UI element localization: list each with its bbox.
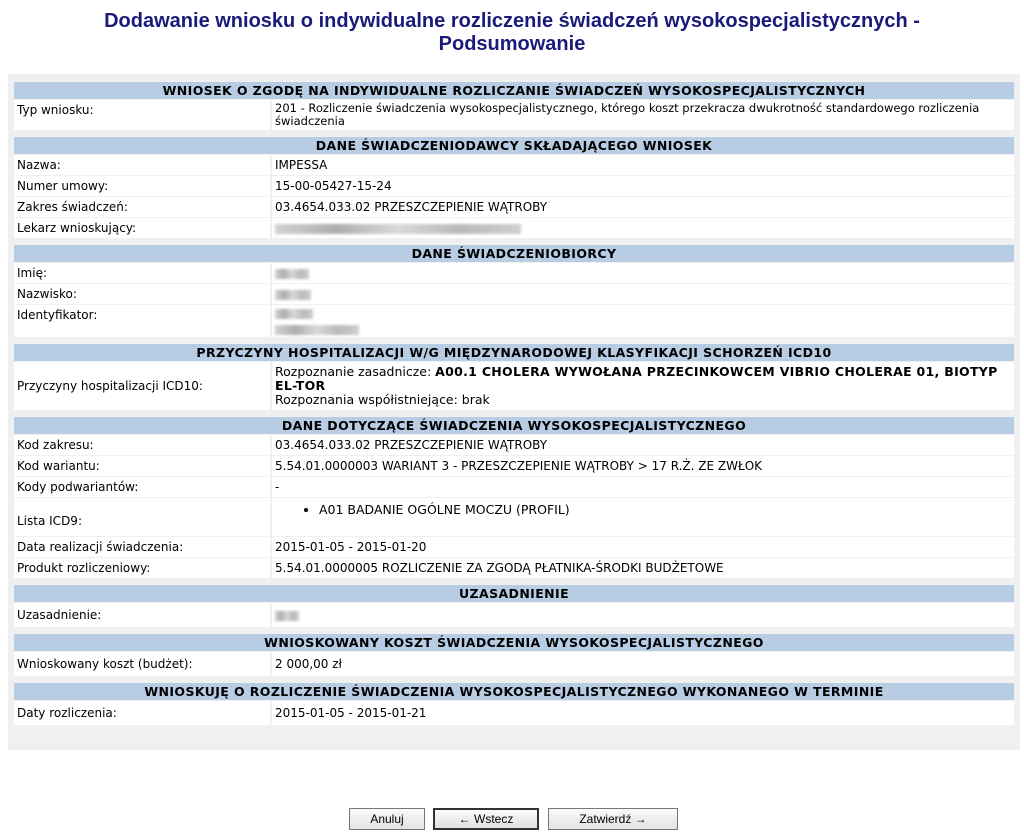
section-header-dawca: DANE ŚWIADCZENIODAWCY SKŁADAJĄCEGO WNIOSEK — [14, 137, 1014, 155]
produkt-value: 5.54.01.0000005 ROZLICZENIE ZA ZGODĄ PŁATNIKA-ŚRODKI BUDŻETOWE — [272, 558, 1014, 579]
row-identyfikator — [14, 305, 1014, 338]
przyczyny-label: Przyczyny hospitalizacji ICD10: — [14, 362, 272, 411]
kod-wariantu-value: 5.54.01.0000003 WARIANT 3 - PRZESZCZEPIENIE WĄTROBY > 17 R.Ż. ZE ZWŁOK — [272, 456, 1014, 477]
section-header-koszt: WNIOSKOWANY KOSZT ŚWIADCZENIA WYSOKOSPECJALISTYCZNEGO — [14, 634, 1014, 652]
koszt-label: Wnioskowany koszt (budżet): — [14, 652, 272, 677]
row-data-realizacji — [14, 537, 1014, 558]
section-header-swiadczenie: DANE DOTYCZĄCE ŚWIADCZENIA WYSOKOSPECJALISTYCZNEGO — [14, 417, 1014, 435]
rozpoznania-wspolistniejace: Rozpoznania współistniejące: brak — [275, 392, 490, 407]
section-header-termin: WNIOSKUJĘ O ROZLICZENIE ŚWIADCZENIA WYSOKOSPECJALISTYCZNEGO WYKONANEGO W TERMINIE — [14, 683, 1014, 701]
section-header-uzasadnienie: UZASADNIENIE — [14, 585, 1014, 603]
daty-rozliczenia-label: Daty rozliczenia: — [14, 701, 272, 726]
rozpoznanie-zasadnicze-prefix: Rozpoznanie zasadnicze: — [275, 364, 436, 379]
nazwa-label: Nazwa: — [14, 155, 272, 176]
redacted-lekarz — [275, 224, 521, 234]
row-lekarz — [14, 218, 1014, 239]
section-header-przyczyny: PRZYCZYNY HOSPITALIZACJI W/G MIĘDZYNARODOWEJ KLASYFIKACJI SCHORZEŃ ICD10 — [14, 344, 1014, 362]
identyfikator-label: Identyfikator: — [14, 305, 272, 338]
nazwa-value: IMPESSA — [272, 155, 1014, 176]
zakres-label: Zakres świadczeń: — [14, 197, 272, 218]
lista-icd9-label: Lista ICD9: — [14, 498, 272, 537]
row-nazwisko — [14, 284, 1014, 305]
redacted-nazwisko — [275, 290, 311, 300]
icd9-list — [275, 502, 1011, 518]
row-przyczyny — [14, 362, 1014, 411]
list-item: • A01 BADANIE OGÓLNE MOCZU (PROFIL) — [319, 502, 1011, 518]
kody-podwariantow-label: Kody podwariantów: — [14, 477, 272, 498]
row-kod-zakresu — [14, 435, 1014, 456]
produkt-label: Produkt rozliczeniowy: — [14, 558, 272, 579]
koszt-value: 2 000,00 zł — [272, 652, 1014, 677]
row-typ-wniosku — [14, 100, 1014, 131]
nazwisko-label: Nazwisko: — [14, 284, 272, 305]
row-numer-umowy — [14, 176, 1014, 197]
summary-panel — [8, 74, 1020, 750]
section-header-wniosek: WNIOSEK O ZGODĘ NA INDYWIDUALNE ROZLICZANIE ŚWIADCZEŃ WYSOKOSPECJALISTYCZNYCH — [14, 82, 1014, 100]
data-realizacji-label: Data realizacji świadczenia: — [14, 537, 272, 558]
back-button[interactable]: ← Wstecz — [433, 808, 539, 830]
row-zakres — [14, 197, 1014, 218]
typ-wniosku-value: 201 - Rozliczenie świadczenia wysokospecjalistycznego, którego koszt przekracza dwukrotność standardowego rozliczenia świadczenia — [272, 100, 1014, 131]
kod-zakresu-label: Kod zakresu: — [14, 435, 272, 456]
redacted-identyfikator-type — [275, 309, 313, 319]
page-title-line1: Dodawanie wniosku o indywidualne rozliczenie świadczeń wysokospecjalistycznych - — [104, 10, 920, 32]
confirm-button[interactable]: Zatwierdź → — [548, 808, 678, 830]
uzasadnienie-label: Uzasadnienie: — [14, 603, 272, 628]
page-title — [40, 10, 984, 56]
row-koszt — [14, 652, 1014, 677]
lekarz-label: Lekarz wnioskujący: — [14, 218, 272, 239]
row-kody-podwariantow — [14, 477, 1014, 498]
row-imie — [14, 263, 1014, 284]
row-nazwa — [14, 155, 1014, 176]
row-lista-icd9 — [14, 498, 1014, 537]
redacted-identyfikator-value — [275, 325, 359, 335]
numer-umowy-label: Numer umowy: — [14, 176, 272, 197]
row-produkt — [14, 558, 1014, 579]
cancel-button[interactable]: Anuluj — [349, 808, 425, 830]
numer-umowy-value: 15-00-05427-15-24 — [272, 176, 1014, 197]
row-kod-wariantu — [14, 456, 1014, 477]
data-realizacji-value: 2015-01-05 - 2015-01-20 — [272, 537, 1014, 558]
summary-table — [14, 82, 1014, 726]
typ-wniosku-label: Typ wniosku: — [14, 100, 272, 131]
kody-podwariantow-value: - — [272, 477, 1014, 498]
row-uzasadnienie — [14, 603, 1014, 628]
kod-zakresu-value: 03.4654.033.02 PRZESZCZEPIENIE WĄTROBY — [272, 435, 1014, 456]
zakres-value: 03.4654.033.02 PRZESZCZEPIENIE WĄTROBY — [272, 197, 1014, 218]
imie-label: Imię: — [14, 263, 272, 284]
kod-wariantu-label: Kod wariantu: — [14, 456, 272, 477]
page-title-line2: Podsumowanie — [438, 33, 586, 55]
rozpoznanie-zasadnicze-value: A00.1 CHOLERA WYWOŁANA PRZECINKOWCEM VIBRIO CHOLERAE 01, BIOTYP EL-TOR — [275, 364, 998, 393]
redacted-imie — [275, 269, 309, 279]
daty-rozliczenia-value: 2015-01-05 - 2015-01-21 — [272, 701, 1014, 726]
redacted-uzasadnienie — [275, 611, 299, 621]
section-header-biorca: DANE ŚWIADCZENIOBIORCY — [14, 245, 1014, 263]
row-daty-rozliczenia — [14, 701, 1014, 726]
